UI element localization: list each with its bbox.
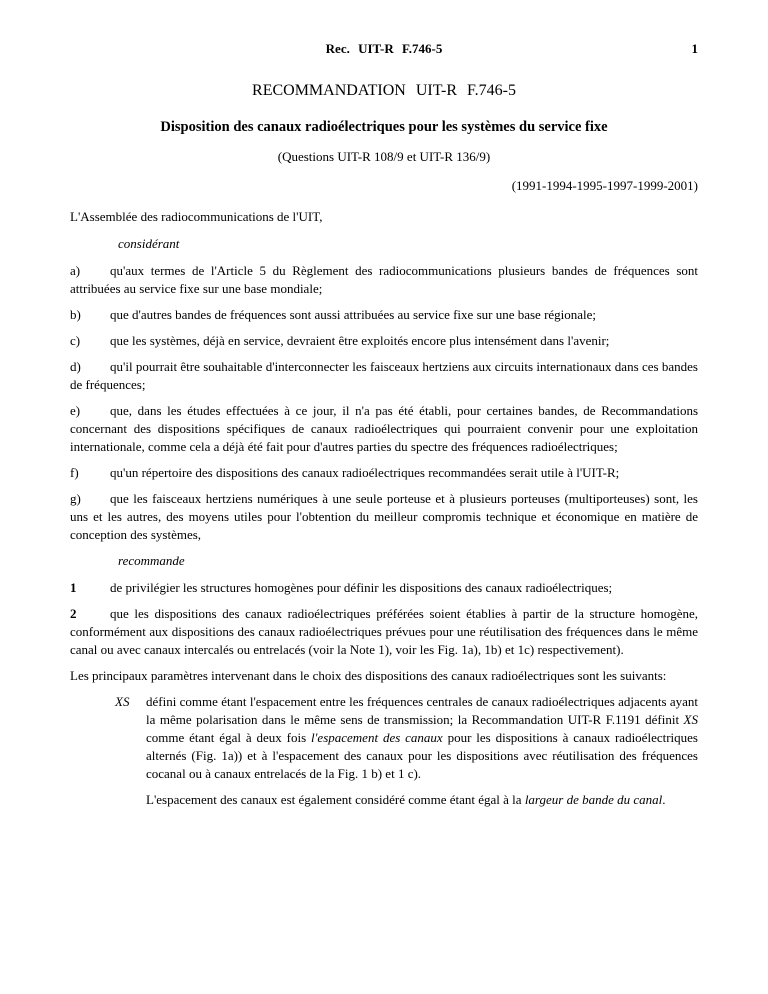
- page-number: 1: [691, 41, 698, 56]
- recommendation-text: que les dispositions des canaux radioélectriques préférées soient établies à partir de la structure homogène, conformément aux dispositions des canaux radioélectriques prévues pour une réutilisation des fréquences dans le même canal ou avec canaux intercalés ou entrelacés (voir la Note 1), voir les Fig. 1a), 1b) et 1c) respectivement).: [70, 606, 698, 657]
- consideration-item-f: [70, 464, 698, 482]
- consideration-label: f): [70, 465, 79, 480]
- consideration-label: d): [70, 359, 81, 374]
- consideration-text: que, dans les études effectuées à ce jour, il n'a pas été établi, pour certaines bandes, de Recommandations concernant des dispositions spécifiques de canaux radioélectriques qui pourraient convenir pour une exploitation internationale, comme cela a déjà été fait pour d'autres parties du spectre des fréquences radioélectriques;: [70, 403, 698, 454]
- recommendation-label: 1: [70, 580, 77, 595]
- xs-text-3: pour les dispositions à canaux radioélectriques alternés (Fig. 1a)) et à l'espacement des canaux pour les dispositions avec réutilisation des fréquences cocanal ou à canaux entrelacés de la Fig. 1 b) et 1 c).: [146, 730, 698, 781]
- page-header: [70, 40, 698, 57]
- closing-paragraph: [70, 791, 698, 809]
- xs-term-inline: XS: [683, 712, 698, 727]
- xs-text-2: comme étant égal à deux fois: [146, 730, 312, 745]
- consideration-text: que les systèmes, déjà en service, devraient être exploités encore plus intensément dans l'avenir;: [110, 333, 610, 348]
- consideration-item-g: [70, 490, 698, 544]
- questions-line: (Questions UIT-R 108/9 et UIT-R 136/9): [277, 149, 491, 164]
- consideration-text: que d'autres bandes de fréquences sont aussi attribuées au service fixe sur une base régionale;: [110, 307, 597, 322]
- document-body: [70, 208, 698, 809]
- parameters-intro-paragraph: Les principaux paramètres intervenant dans le choix des dispositions des canaux radioélectriques sont les suivants:: [70, 668, 667, 683]
- consideration-text: qu'aux termes de l'Article 5 du Règlement des radiocommunications plusieurs bandes de fréquences sont attribuées au service fixe sur une base mondiale;: [70, 263, 698, 296]
- consideration-item-b: [70, 306, 698, 324]
- consideration-label: a): [70, 263, 81, 278]
- consideration-text: qu'il pourrait être souhaitable d'interconnecter les faisceaux hertziens aux circuits internationaux dans ces bandes de fréquences;: [70, 359, 698, 392]
- consideration-label: b): [70, 307, 81, 322]
- consideration-item-a: [70, 262, 698, 298]
- consideration-label: e): [70, 403, 81, 418]
- channel-spacing-term: l'espacement des canaux: [311, 730, 443, 745]
- xs-definition-paragraph: [70, 693, 698, 783]
- closing-text-1: L'espacement des canaux est également considéré comme étant égal à la: [146, 792, 525, 807]
- intro-paragraph: L'Assemblée des radiocommunications de l'UIT,: [70, 209, 323, 224]
- bandwidth-term: largeur de bande du canal: [524, 792, 663, 807]
- consideration-label: c): [70, 333, 81, 348]
- running-title: Rec. UIT-R F.746-5: [325, 41, 443, 56]
- consideration-text: que les faisceaux hertziens numériques à une seule porteuse et à plusieurs porteuses (multiporteuses) sont, les uns et les autres, des moyens utiles pour l'obtention du meilleur compromis technique et économique en matière de conception des systèmes,: [70, 491, 698, 542]
- consideration-label: g): [70, 491, 81, 506]
- xs-text-1: défini comme étant l'espacement entre les fréquences centrales de canaux radioélectriques adjacents ayant la même polarisation dans le même sens de transmission; la Recommandation UIT-R F.1191 définit: [146, 694, 698, 727]
- considerant-heading: considérant: [118, 236, 180, 251]
- consideration-item-d: [70, 358, 698, 394]
- years-line: (1991-1994-1995-1997-1999-2001): [511, 178, 698, 193]
- recommendation-label: 2: [70, 606, 77, 621]
- doc-title: RECOMMANDATION UIT-R F.746-5: [252, 82, 516, 99]
- recommendation-text: de privilégier les structures homogènes pour définir les dispositions des canaux radioélectriques;: [110, 580, 613, 595]
- doc-subtitle: Disposition des canaux radioélectriques pour les systèmes du service fixe: [160, 119, 608, 135]
- consideration-text: qu'un répertoire des dispositions des canaux radioélectriques recommandées serait utile à l'UIT-R;: [110, 465, 620, 480]
- xs-term-label: XS: [115, 694, 130, 709]
- consideration-item-c: [70, 332, 698, 350]
- closing-text-2: .: [662, 792, 666, 807]
- recommendation-item-2: [70, 605, 698, 659]
- consideration-item-e: [70, 402, 698, 456]
- recommendation-item-1: [70, 579, 698, 597]
- recommande-heading: recommande: [118, 553, 185, 568]
